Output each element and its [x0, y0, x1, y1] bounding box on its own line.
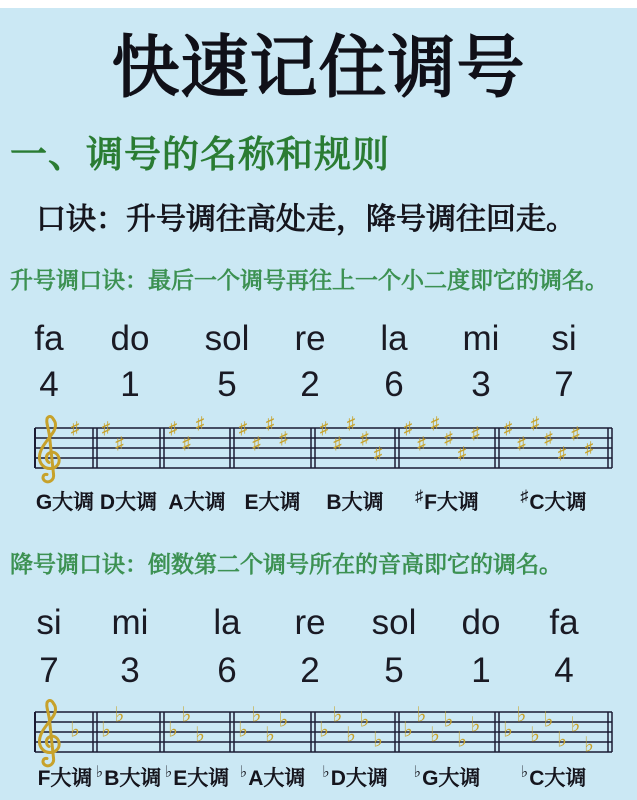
sharp-icon: ♯	[168, 418, 178, 438]
sharp-icon: ♯	[544, 428, 553, 448]
sharp-icon: ♯	[70, 418, 80, 438]
sharp-icon: ♯	[346, 413, 356, 433]
formula-text: 口诀：升号调往高处走，降号调往回走。	[36, 203, 576, 236]
solfege-label: do	[461, 603, 501, 642]
degree-number: 2	[300, 651, 320, 690]
flat-icon: ♭	[557, 728, 567, 752]
key-name-label: ♭G大调	[413, 764, 481, 790]
flat-icon: ♭	[332, 703, 343, 727]
sharp-icon: ♯	[503, 418, 513, 438]
degree-number: 5	[384, 651, 404, 690]
key-name-label: A大调	[168, 491, 226, 514]
flat-icon: ♭	[430, 723, 440, 747]
degree-number: 1	[471, 651, 491, 690]
flat-icon: ♭	[543, 708, 554, 732]
flat-icon: ♭	[457, 728, 467, 752]
sharp-icon: ♯	[333, 433, 342, 453]
sharp-icon: ♯	[430, 413, 440, 433]
key-name-label: ♭A大调	[239, 764, 306, 790]
flat-icon: ♭	[101, 718, 111, 742]
flat-key-signature-staff	[0, 690, 637, 770]
flat-icon: ♭	[416, 703, 427, 727]
sharp-key-signature-staff	[0, 406, 637, 486]
sharp-icon: ♯	[373, 443, 383, 463]
key-name-label: ♭C大调	[520, 764, 587, 790]
flat-icon: ♭	[570, 713, 581, 737]
treble-clef-icon	[39, 416, 59, 481]
flat-icon: ♭	[346, 723, 356, 747]
sharp-icon: ♯	[571, 423, 580, 443]
sharp-solfege-row	[0, 318, 637, 360]
sharp-icon: ♯	[471, 423, 480, 443]
solfege-label: si	[36, 603, 62, 642]
sharp-icon: ♯	[279, 428, 288, 448]
sharp-icon: ♯	[182, 433, 191, 453]
flat-icon: ♭	[520, 764, 529, 781]
solfege-label: sol	[204, 319, 250, 358]
flat-icon: ♭	[95, 764, 104, 781]
key-name-label: E大调	[244, 491, 301, 514]
flat-icon: ♭	[164, 764, 173, 781]
solfege-label: mi	[111, 603, 149, 642]
flat-key-labels	[0, 762, 637, 792]
flat-icon: ♭	[239, 764, 248, 781]
key-name-label: ♭D大调	[322, 764, 388, 790]
treble-clef-icon	[39, 700, 59, 765]
sharp-icon: ♯	[195, 413, 205, 433]
sharp-keys-tip: 升号调口诀：最后一个调号再往上一个小二度即它的调名。	[10, 267, 608, 293]
flat-icon: ♭	[503, 718, 513, 742]
flat-icon: ♭	[195, 723, 205, 747]
sharp-icon: ♯	[101, 418, 111, 438]
flat-icon: ♭	[265, 723, 275, 747]
sharp-icon: ♯	[417, 433, 426, 453]
flat-icon: ♭	[516, 703, 527, 727]
degree-number: 6	[217, 651, 237, 690]
sharp-icon: ♯	[360, 428, 369, 448]
flat-icon: ♭	[413, 764, 422, 781]
flat-icon: ♭	[373, 728, 383, 752]
flat-keys-tip: 降号调口诀：倒数第二个调号所在的音高即它的调名。	[10, 551, 562, 577]
sharp-icon: ♯	[415, 488, 424, 505]
flat-icon: ♭	[322, 764, 330, 781]
sharp-icon: ♯	[115, 433, 124, 453]
solfege-label: la	[380, 319, 408, 358]
degree-number: 3	[120, 651, 140, 690]
flat-icon: ♭	[584, 733, 594, 757]
solfege-label: re	[294, 319, 326, 358]
flat-icon: ♭	[530, 723, 540, 747]
key-name-label: B大调	[326, 491, 384, 514]
flat-degree-row	[0, 650, 637, 692]
sharp-icon: ♯	[265, 413, 275, 433]
key-name-label: ♯F大调	[415, 488, 479, 514]
sharp-degree-row	[0, 364, 637, 406]
key-name-label: G大调	[35, 491, 95, 514]
sharp-key-labels	[0, 486, 637, 516]
sharp-icon: ♯	[238, 418, 248, 438]
solfege-label: mi	[462, 319, 500, 358]
degree-number: 6	[384, 365, 404, 404]
sharp-icon: ♯	[457, 443, 467, 463]
flat-icon: ♭	[238, 718, 248, 742]
sharp-icon: ♯	[530, 413, 540, 433]
solfege-label: re	[294, 603, 326, 642]
flat-solfege-row	[0, 602, 637, 644]
degree-number: 7	[39, 651, 59, 690]
sharp-icon: ♯	[517, 433, 526, 453]
section-heading: 一、调号的名称和规则	[10, 134, 390, 175]
flat-icon: ♭	[278, 708, 289, 732]
degree-number: 4	[554, 651, 574, 690]
solfege-label: fa	[34, 319, 64, 358]
sharp-icon: ♯	[252, 433, 261, 453]
key-name-label: D大调	[99, 491, 158, 514]
flat-icon: ♭	[403, 718, 413, 742]
flat-icon: ♭	[359, 708, 370, 732]
sharp-icon: ♯	[584, 438, 594, 458]
degree-number: 1	[120, 365, 140, 404]
top-white-strip	[0, 0, 637, 8]
sharp-icon: ♯	[557, 443, 567, 463]
flat-icon: ♭	[443, 708, 454, 732]
flat-icon: ♭	[70, 718, 80, 742]
key-name-label: ♭E大调	[164, 764, 230, 790]
sharp-icon: ♯	[444, 428, 453, 448]
flat-icon: ♭	[168, 718, 178, 742]
sharp-icon: ♯	[319, 418, 329, 438]
solfege-label: la	[213, 603, 241, 642]
degree-number: 3	[471, 365, 491, 404]
sharp-icon: ♯	[520, 488, 529, 505]
flat-icon: ♭	[470, 713, 481, 737]
solfege-label: sol	[371, 603, 417, 642]
flat-icon: ♭	[114, 703, 125, 727]
degree-number: 7	[554, 365, 574, 404]
solfege-label: fa	[549, 603, 579, 642]
key-name-label: ♭B大调	[95, 764, 162, 790]
solfege-label: si	[551, 319, 577, 358]
page-title: 快速记住调号	[111, 30, 526, 106]
key-name-label: F大调	[37, 767, 93, 790]
solfege-label: do	[110, 319, 150, 358]
degree-number: 4	[39, 365, 59, 404]
flat-icon: ♭	[251, 703, 262, 727]
sharp-icon: ♯	[403, 418, 413, 438]
degree-number: 2	[300, 365, 320, 404]
key-name-label: ♯C大调	[520, 488, 587, 514]
flat-icon: ♭	[319, 718, 329, 742]
flat-icon: ♭	[181, 703, 192, 727]
degree-number: 5	[217, 365, 237, 404]
